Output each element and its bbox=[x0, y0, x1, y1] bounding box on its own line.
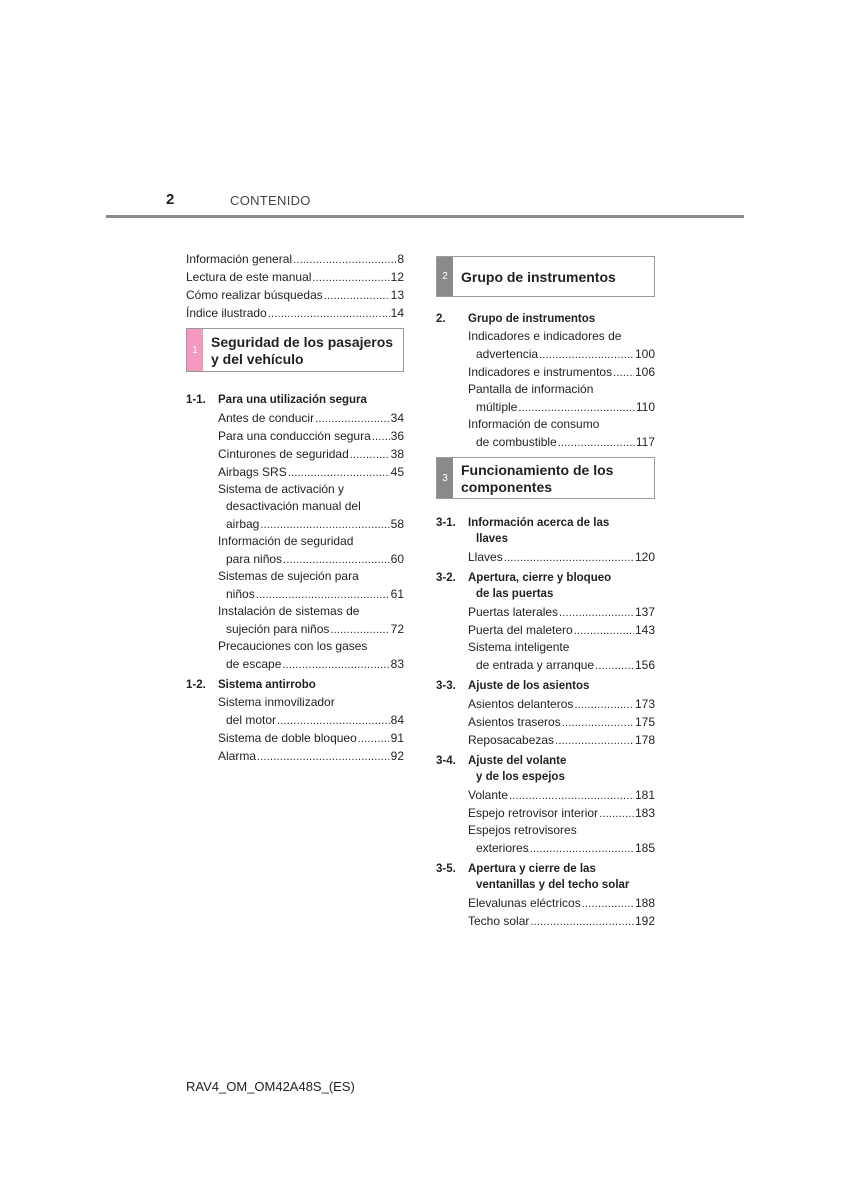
toc-entry[interactable]: Sistema de activación y desactivación manual del airbag ..... 58 bbox=[218, 481, 404, 533]
toc-entry[interactable]: Indicadores e indicadores de advertencia ..... 100 bbox=[468, 328, 655, 363]
toc-entry[interactable]: Volante ..... 181 bbox=[468, 786, 655, 804]
toc-entry[interactable]: Precauciones con los gases de escape ..... 83 bbox=[218, 638, 404, 673]
toc-entry[interactable]: Techo solar ..... 192 bbox=[468, 912, 655, 930]
chapter-2-tab: 2 bbox=[437, 257, 453, 296]
toc-entry[interactable]: Sistema inteligente de entrada y arranque ..... 156 bbox=[468, 639, 655, 674]
toc-entry[interactable]: Puerta del maletero ..... 143 bbox=[468, 621, 655, 639]
toc-entry[interactable]: Llaves ..... 120 bbox=[468, 548, 655, 566]
chapter-1-title: Seguridad de los pasajeros y del vehículo bbox=[211, 334, 394, 367]
toc-entry[interactable]: Airbags SRS ..... 45 bbox=[218, 463, 404, 481]
toc-entry[interactable]: Asientos delanteros ..... 173 bbox=[468, 695, 655, 713]
toc-right-column bbox=[436, 256, 655, 931]
section-heading[interactable]: 3-5. Apertura y cierre de las ventanillas y del techo solar bbox=[436, 863, 630, 891]
toc-entry[interactable]: Información de seguridad para niños ..... 60 bbox=[218, 533, 404, 568]
section-items bbox=[468, 548, 655, 566]
toc-left-column bbox=[186, 250, 404, 766]
section-items bbox=[468, 603, 655, 674]
section-items bbox=[218, 409, 404, 673]
toc-entry[interactable]: Asientos traseros ..... 175 bbox=[468, 713, 655, 731]
header-title: CONTENIDO bbox=[230, 193, 311, 208]
toc-entry[interactable]: Índice ilustrado ..... 14 bbox=[186, 304, 404, 322]
section-heading[interactable]: 2. Grupo de instrumentos bbox=[436, 313, 596, 325]
toc-entry[interactable]: Espejo retrovisor interior ..... 183 bbox=[468, 804, 655, 822]
toc-entry[interactable]: Cinturones de seguridad ..... 38 bbox=[218, 445, 404, 463]
section-items bbox=[468, 786, 655, 857]
toc-entry[interactable]: Cómo realizar búsquedas ..... 13 bbox=[186, 286, 404, 304]
section-heading[interactable]: 1-1. Para una utilización segura bbox=[186, 394, 367, 406]
chapter-3-heading[interactable] bbox=[436, 457, 655, 499]
toc-entry[interactable]: Sistema inmovilizador del motor ..... 84 bbox=[218, 694, 404, 729]
header-divider bbox=[106, 215, 744, 218]
toc-entry[interactable]: Puertas laterales ..... 137 bbox=[468, 603, 655, 621]
toc-entry[interactable]: Sistemas de sujeción para niños ..... 61 bbox=[218, 568, 404, 603]
toc-entry[interactable]: Lectura de este manual ..... 12 bbox=[186, 268, 404, 286]
section-heading[interactable]: 3-2. Apertura, cierre y bloqueo de las puertas bbox=[436, 572, 612, 600]
toc-entry[interactable]: Información general ..... 8 bbox=[186, 250, 404, 268]
chapter-1-tab: 1 bbox=[187, 329, 203, 371]
toc-entry[interactable]: Alarma ..... 92 bbox=[218, 747, 404, 765]
toc-entry[interactable]: Para una conducción segura ..... 36 bbox=[218, 427, 404, 445]
chapter-3-title: Funcionamiento de los componentes bbox=[461, 462, 614, 495]
page-number: 2 bbox=[166, 191, 175, 208]
section-heading[interactable]: 3-3. Ajuste de los asientos bbox=[436, 680, 590, 692]
toc-entry[interactable]: Información de consumo de combustible ..... 117 bbox=[468, 416, 655, 451]
chapter-2-title: Grupo de instrumentos bbox=[461, 269, 616, 285]
toc-entry[interactable]: Espejos retrovisores exteriores ..... 185 bbox=[468, 822, 655, 857]
toc-entry[interactable]: Indicadores e instrumentos ..... 106 bbox=[468, 363, 655, 381]
page-header bbox=[0, 0, 848, 220]
section-items bbox=[468, 894, 655, 930]
chapter-2-heading[interactable] bbox=[436, 256, 655, 297]
toc-entry[interactable]: Sistema de doble bloqueo ..... 91 bbox=[218, 729, 404, 747]
toc-entry[interactable]: Reposacabezas ..... 178 bbox=[468, 731, 655, 749]
toc-entry[interactable]: Antes de conducir ..... 34 bbox=[218, 409, 404, 427]
section-heading[interactable]: 1-2. Sistema antirrobo bbox=[186, 679, 316, 691]
document-code: RAV4_OM_OM42A48S_(ES) bbox=[186, 1079, 355, 1094]
section-heading[interactable]: 3-1. Información acerca de las llaves bbox=[436, 517, 610, 545]
chapter-1-heading[interactable] bbox=[186, 328, 404, 372]
section-heading[interactable]: 3-4. Ajuste del volante y de los espejos bbox=[436, 755, 567, 783]
section-items bbox=[468, 695, 655, 749]
chapter-3-tab: 3 bbox=[437, 458, 453, 498]
section-items bbox=[468, 328, 655, 451]
toc-entry[interactable]: Instalación de sistemas de sujeción para niños ..... 72 bbox=[218, 603, 404, 638]
toc-entry[interactable]: Elevalunas eléctricos ..... 188 bbox=[468, 894, 655, 912]
section-items bbox=[218, 694, 404, 765]
toc-entry[interactable]: Pantalla de información múltiple ..... 110 bbox=[468, 381, 655, 416]
